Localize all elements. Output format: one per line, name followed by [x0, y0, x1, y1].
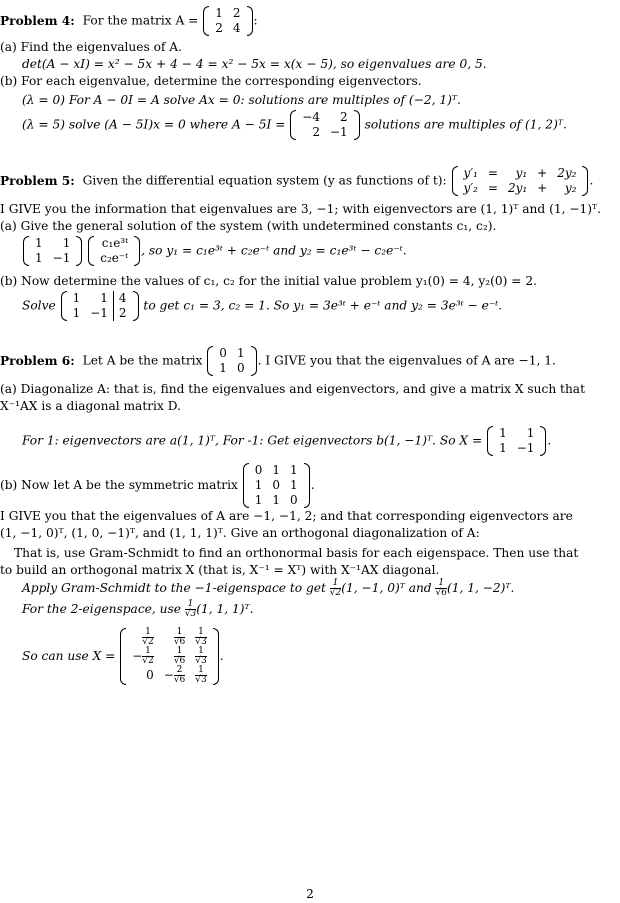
p6-given-line1: I GIVE you that the eigenvalues of A are −1, −1, 2; and that corresponding eigenvectors are [0, 509, 573, 523]
p4-part-a: (a) Find the eigenvalues of A. [0, 40, 182, 54]
p6-given-line4: to build an orthogonal matrix X (that is, X⁻¹ = Xᵀ) with X⁻¹AX diagonal. [0, 563, 440, 577]
p6-given-line2: (1, −1, 0)ᵀ, (1, 0, −1)ᵀ, and (1, 1, 1)ᵀ. Give an orthogonal diagonalization of A: [0, 526, 480, 540]
p4-part-b-solution-1: (λ = 0) For A − 0I = A solve Ax = 0: solutions are multiples of (−2, 1)ᵀ. [22, 93, 461, 107]
fraction: $\frac{1}{√3}$ [184, 599, 197, 619]
p5-ode-system: y′₁ = y₁ + 2y₂ y′₂ = 2y₁ + y₂ [451, 166, 590, 196]
p6-heading: Problem 6: [0, 353, 75, 368]
p6-part-a-line1: (a) Diagonalize A: that is, find the eigenvalues and eigenvectors, and give a matrix X such that [0, 382, 585, 396]
p4-matrix-a-minus-5i: −4 2 2 −1 [289, 110, 360, 140]
fraction: $\frac{1}{√6}$ [435, 578, 447, 598]
p4-part-a-solution: det(A − xI) = x² − 5x + 4 − 4 = x² − 5x = x(x − 5), so eigenvalues are 0, 5. [22, 57, 487, 71]
p5-part-a-solution: 1 1 1 −1 c₁e³ᵗ c₂e⁻ᵗ , so y₁ = c₁e³ᵗ + c₂e⁻ᵗ and y₂ = c₁e³ᵗ − c₂e⁻ᵗ. [22, 236, 407, 266]
fraction: $\frac{1}{√2}$ [329, 578, 342, 598]
p5-part-b-solution: Solve 1 1 4 1 −1 2 to get c₁ = 3, c₂ = 1. So y₁ = 3e³ᵗ + e⁻ᵗ and y₂ = 3e³ᵗ − e⁻ᵗ. [22, 291, 503, 320]
p6-part-a-solution: For 1: eigenvectors are a(1, 1)ᵀ, For -1: Get eigenvectors b(1, −1)ᵀ. So X = 1 1 1 −1 . [22, 426, 552, 455]
p6-statement: Problem 6: Let A be the matrix 0 1 1 0 . I GIVE you that the eigenvalues of A are −1, 1. [0, 346, 556, 375]
p4-heading: Problem 4: [0, 13, 75, 28]
p4-part-b: (b) For each eigenvalue, determine the corresponding eigenvectors. [0, 74, 422, 88]
p6-symmetric-matrix: 0 1 1 1 0 1 1 1 0 [242, 463, 311, 508]
p6-given-line3: That is, use Gram-Schmidt to find an orthonormal basis for each eigenspace. Then use that [14, 546, 579, 560]
p6-intro: Let A be the matrix [82, 353, 203, 368]
page-number: 2 [306, 887, 314, 901]
p5-part-a: (a) Give the general solution of the system (with undetermined constants c₁, c₂). [0, 219, 497, 233]
p6-matrix-a: 0 1 1 0 [206, 346, 257, 376]
p5-statement: Problem 5: Given the differential equation system (y as functions of t): y′₁ = y₁ + 2y₂ y′₂ = 2y₁ + y₂ . [0, 166, 594, 195]
p5-intro: Given the differential equation system (y as functions of t): [82, 173, 447, 188]
p5-coeff-vector: c₁e³ᵗ c₂e⁻ᵗ [87, 236, 141, 266]
p4-matrix-a: 1 2 2 4 [202, 6, 253, 36]
p4-intro: For the matrix A = [82, 13, 199, 28]
p6-gram-schmidt-line: Apply Gram-Schmidt to the −1-eigenspace to get $\frac{1}{√2}$ (1, −1, 0)ᵀ and $\frac{1}{√6}$ (1, 1, −2)ᵀ. [22, 578, 515, 598]
p6-orthogonal-matrix-x: $\frac{1}{√2}$ $\frac{1}{√6}$ $\frac{1}{√3}$ − $\frac{1}{√2}$ $\frac{1}{√6}$ $\frac{1}{√3}$ 0 − $\frac{2}{√6}$ $\frac{1}{√3}$ [119, 628, 220, 685]
p5-augmented-matrix: 1 1 4 1 −1 2 [60, 291, 140, 321]
p6-part-a-line2: X⁻¹AX is a diagonal matrix D. [0, 399, 181, 413]
p4-statement: Problem 4: For the matrix A = 1 2 2 4 : [0, 6, 258, 35]
p6-two-eigenspace-line: For the 2-eigenspace, use $\frac{1}{√3}$ (1, 1, 1)ᵀ. [22, 599, 254, 619]
p5-heading: Problem 5: [0, 173, 75, 188]
p5-eigvec-matrix: 1 1 1 −1 [22, 236, 83, 266]
p6-part-b: (b) Now let A be the symmetric matrix 0 1 1 1 0 1 1 1 0 . [0, 463, 315, 507]
p4-part-b-solution-2: (λ = 5) solve (A − 5I)x = 0 where A − 5I = −4 2 2 −1 solutions are multiples of (1, 2)ᵀ. [22, 110, 567, 139]
p5-part-b: (b) Now determine the values of c₁, c₂ for the initial value problem y₁(0) = 4, y₂(0) = 2. [0, 274, 537, 288]
p6-matrix-x: 1 1 1 −1 [486, 426, 547, 456]
p6-final-answer: So can use X = $\frac{1}{√2}$ $\frac{1}{√6}$ $\frac{1}{√3}$ − $\frac{1}{√2}$ $\frac{1}{√6}$ $\frac{1}{√3}$ 0 − $\frac{2}{√6}$ $\frac{1}{√3}$ . [22, 627, 224, 685]
p5-given: I GIVE you the information that eigenvalues are 3, −1; with eigenvectors are (1, 1)ᵀ and (1, −1)ᵀ. [0, 202, 602, 216]
